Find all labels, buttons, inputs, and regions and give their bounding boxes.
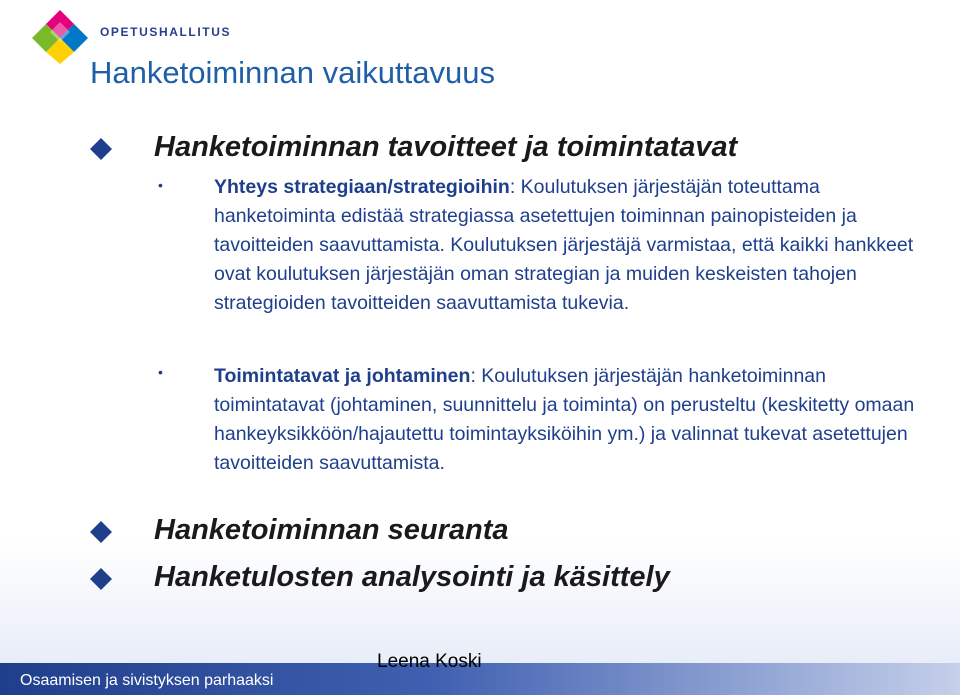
diamond-bullet-icon bbox=[90, 138, 112, 160]
diamond-bullet-icon bbox=[90, 521, 112, 543]
point-2-text: : Koulutuksen järjestäjän hanketoiminnan toimintatavat (johtaminen, suunnittelu ja toiminta) on perusteltu (keskitetty omaan hankeyksikköön/hajautettu toimintayksiköihin ym.) ja valinnat tukevat asetettujen tavoitteiden saavuttamista. bbox=[214, 365, 915, 474]
section-heading-2: Hanketoiminnan seuranta bbox=[154, 514, 509, 546]
sub-bullet-icon: • bbox=[158, 364, 163, 380]
footer-slogan: Osaamisen ja sivistyksen parhaaksi bbox=[20, 672, 274, 689]
point-1 bbox=[214, 173, 924, 318]
footer-author: Leena Koski bbox=[377, 651, 482, 672]
diamond-bullet-icon bbox=[90, 568, 112, 590]
section-heading-3: Hanketulosten analysointi ja käsittely bbox=[154, 561, 670, 593]
sub-bullet-icon: • bbox=[158, 177, 163, 193]
slide-title: Hanketoiminnan vaikuttavuus bbox=[90, 55, 495, 90]
section-heading-1: Hanketoiminnan tavoitteet ja toimintatavat bbox=[154, 131, 738, 163]
point-1-text: : Koulutuksen järjestäjän toteuttama hanketoiminta edistää strategiassa asetettujen toiminnan painopisteiden ja tavoitteiden saavuttamista. Koulutuksen järjestäjä varmistaa, että kaikki hankkeet ovat koulutuksen järjestäjän oman strategian ja muiden keskeisten tahojen strategioiden tavoitteiden saavuttamista tukevia. bbox=[214, 176, 914, 314]
brand-name: OPETUSHALLITUS bbox=[100, 25, 232, 39]
point-1-term: Yhteys strategiaan/strategioihin bbox=[214, 176, 510, 198]
point-2 bbox=[214, 362, 924, 478]
point-2-term: Toimintatavat ja johtaminen bbox=[214, 365, 471, 387]
opetushallitus-logo bbox=[30, 8, 90, 64]
